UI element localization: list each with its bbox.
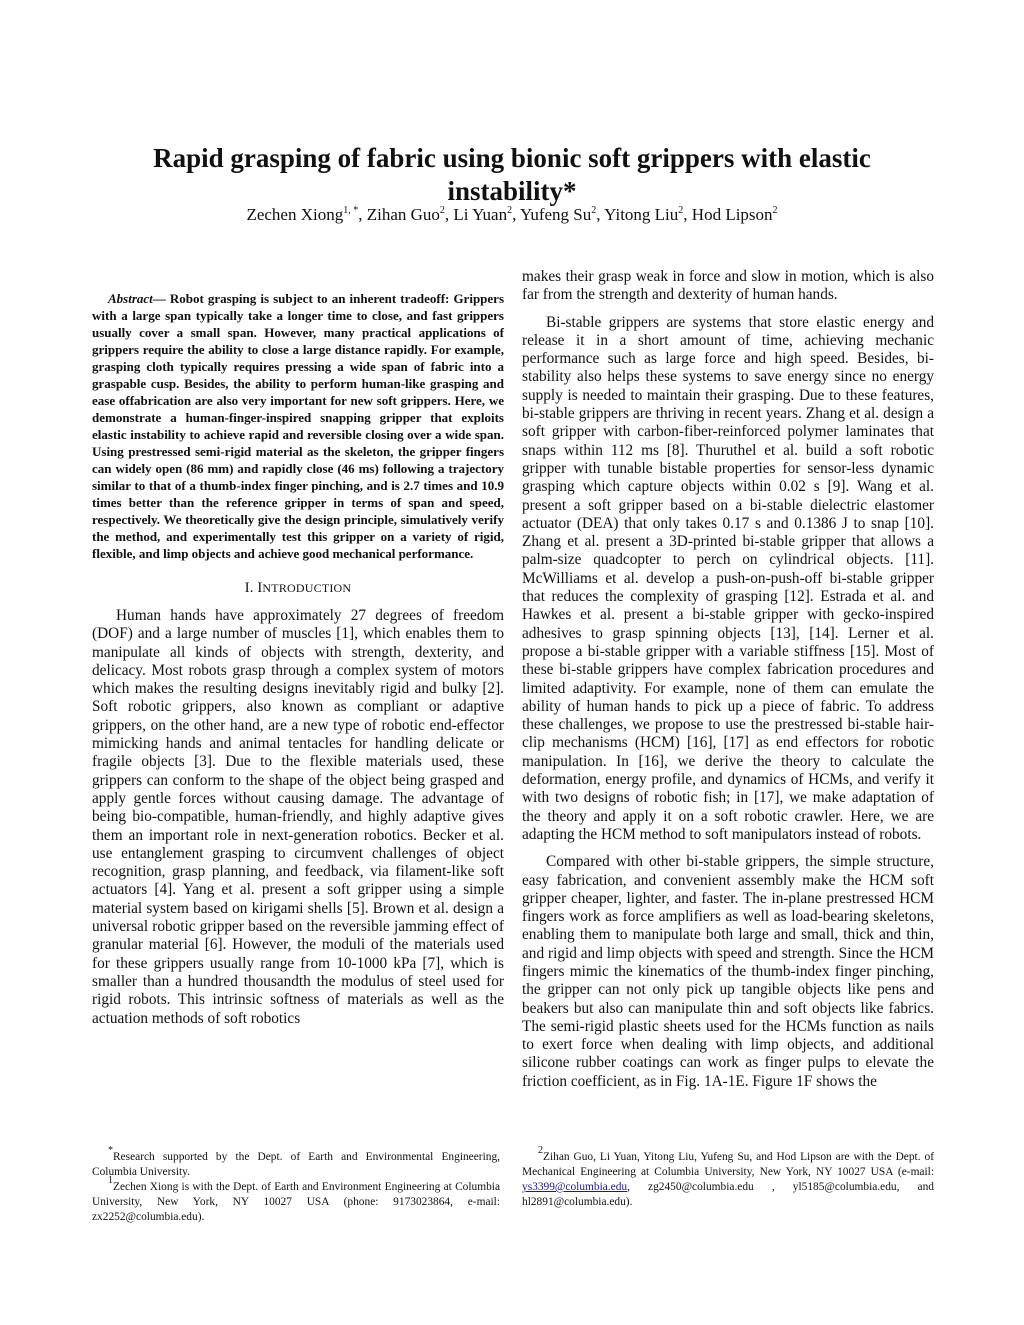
footnote-authors-2 [522, 1145, 934, 1210]
intro-paragraph-continued: makes their grasp weak in force and slow in motion, which is also far from the strength and dexterity of human hands. [522, 268, 934, 304]
author-separator: , [444, 205, 454, 224]
footnote-mark: 2 [538, 1145, 543, 1156]
section-number: I. [244, 580, 254, 596]
footnote-text: Research supported by the Dept. of Earth and Environmental Engineering, Columbia University. [92, 1151, 500, 1178]
author-affiliation-mark: 2 [591, 205, 597, 216]
author-name: Li Yuan [453, 205, 508, 224]
author-affiliation-mark: 2 [772, 205, 778, 216]
author-affiliation-mark: 2 [439, 205, 445, 216]
footnote-author-1 [92, 1175, 500, 1225]
section-title-first-letter: I [257, 580, 263, 596]
abstract-lead: Abstract [108, 291, 153, 306]
intro-paragraph-1: Human hands have approximately 27 degrees of freedom (DOF) and a large number of muscles [1], which enables them to manipulate all kinds of objects with strength, dexterity, and delicacy. Most robots grasp through a complex system of motors which makes the resulting designs inevitably rigid and bulky [2]. Soft robotic grippers, also known as compliant or adaptive grippers, on the other hand, are a new type of robotic end-effector mimicking hands and animal tentacles for handling delicate or fragile objects [3]. Due to the flexible materials used, these grippers can conform to the shape of the object being grasped and apply gentle forces without causing damage. The advantage of being bio-compatible, human-friendly, and highly adaptive gives them an important role in next-generation robotics. Becker et al. use entanglement grasping to circumvent challenges of object recognition, grasp planning, and feedback, via filament-like soft actuators [4]. Yang et al. present a soft gripper using a simple material system based on kirigami shells [5]. Brown et al. design a universal robotic gripper based on the reversible jamming effect of granular material [6]. However, the moduli of the materials used for these grippers usually range from 10-1000 kPa [7], which is smaller than a hundred thousandth the modulus of steel used for rigid robots. This intrinsic softness of materials as well as the actuation methods of soft robotics [92, 607, 504, 1027]
abstract-text: — Robot grasping is subject to an inherent tradeoff: Grippers with a large span typically take a longer time to close, and fast grippers usually cover a small span. However, many practical applications of grippers require the ability to close a large distance rapidly. For example, grasping cloth typically requires pressing a wide span of fabric into a graspable cusp. Besides, the ability to perform human-like grasping and ease offabrication are also very important for new soft grippers. Here, we demonstrate a human-finger-inspired snapping gripper that exploits elastic instability to achieve rapid and reversible closing over a wide span. Using prestressed semi-rigid material as the skeleton, the gripper fingers can widely open (86 mm) and rapidly close (46 ms) following a trajectory similar to that of a thumb-index finger pinching, and is 2.7 times and 10.9 times better than the reference gripper in terms of span and speed, respectively. We theoretically give the design principle, simulatively verify the method, and experimentally test this gripper on a variety of rigid, flexible, and limp objects and achieve good mechanical performance. [92, 291, 504, 561]
intro-paragraph-3: Compared with other bi-stable grippers, the simple structure, easy fabrication, and convenient assembly make the HCM soft gripper cheaper, lighter, and faster. The in-plane prestressed HCM fingers work as force amplifiers as well as load-bearing skeletons, enabling them to manipulate both large and small, thick and thin, and rigid and limp objects with speed and strength. Since the HCM fingers mimic the kinematics of the thumb-index finger pinching, the gripper can not only pick up tangible objects like pens and beakers but also can manipulate thin and soft objects like fabrics. The semi-rigid plastic sheets used for the HCMs function as nails to exert force when dealing with limp objects, and additional silicone rubber coatings can work as finger pulps to elevate the friction coefficient, as in Fig. 1A-1E. Figure 1F shows the [522, 853, 934, 1090]
footnote-text: Zihan Guo, Li Yuan, Yitong Liu, Yufeng Su, and Hod Lipson are with the Dept. of Mechanical Engineering at Columbia University, New York, NY 10027 USA (e-mail: [522, 1151, 934, 1178]
footnote-mark: * [108, 1145, 113, 1156]
intro-paragraph-2: Bi-stable grippers are systems that store elastic energy and release it in a short amount of time, achieving mechanic performance such as large force and high speed. Besides, bi-stability also helps these systems to save energy since no energy supply is needed to maintain their grasping. Due to these features, bi-stable grippers are thriving in recent years. Zhang et al. design a soft gripper with carbon-fiber-reinforced polymer laminates that snaps within 112 ms [8]. Thuruthel et al. build a soft robotic gripper with tunable bistable properties for sensor-less dynamic grasping which capture objects within 0.02 s [9]. Wang et al. present a soft gripper based on a bi-stable dielectric elastomer actuator (DEA) that only takes 0.17 s and 0.1386 J to snap [10]. Zhang et al. present a 3D-printed bi-stable gripper that allows a palm-size quadcopter to perch on cylindrical objects. [11]. McWilliams et al. develop a push-on-push-off bi-stable gripper that reduces the complexity of grasping [12]. Estrada et al. and Hawkes et al. present a bi-stable gripper with gecko-inspired adhesives to grasp spinning objects [13], [14]. Lerner et al. propose a bi-stable gripper with a variable stiffness [15]. Most of these bi-stable grippers have complex fabrication procedures and limited adaptivity. For example, none of them can emulate the ability of human hands to pick up a piece of fabric. To address these challenges, we propose to use the prestressed bi-stable hair-clip mechanisms (HCM) [16], [17] as end effectors for robotic manipulation. In [16], we derive the theory to calculate the deformation, energy profile, and dynamics of HCMs, and verify it with two designs of robotic fish; in [17], we make adaptation of the theory and apply it on a soft robotic crawler. Here, we are adapting the HCM method to soft manipulators instead of robots. [522, 313, 934, 843]
right-column [522, 268, 934, 1091]
author-separator: , [358, 205, 367, 224]
section-title-rest: NTRODUCTION [262, 581, 352, 595]
footnotes-left [92, 1145, 500, 1225]
footnote-mark: 1 [108, 1175, 113, 1186]
footnote-text: Zechen Xiong is with the Dept. of Earth and Environment Engineering at Columbia University, New York, NY 10027 USA (phone: 9173023864, e-mail: zx2252@columbia.edu). [92, 1181, 500, 1223]
author-affiliation-mark: 1, * [343, 205, 359, 216]
author-affiliation-mark: 2 [678, 205, 684, 216]
author-name: Yufeng Su [519, 205, 592, 224]
footnotes-right [522, 1145, 934, 1210]
paper-title: Rapid grasping of fabric using bionic soft grippers with elastic instability* [153, 143, 871, 206]
footnote-text-end: , zg2450@columbia.edu , yl5185@columbia.edu, and hl2891@columbia.edu). [522, 1181, 934, 1208]
author-separator: , [683, 205, 692, 224]
footnote-funding [92, 1145, 500, 1180]
email-link[interactable]: ys3399@columbia.edu [522, 1181, 628, 1193]
author-separator: , [512, 205, 520, 224]
author-separator: , [596, 205, 605, 224]
left-column [92, 268, 504, 1028]
author-name: Zechen Xiong [246, 205, 344, 224]
author-list [130, 204, 894, 226]
abstract [92, 290, 504, 562]
section-heading-introduction [92, 580, 504, 597]
author-name: Zihan Guo [366, 205, 440, 224]
author-affiliation-mark: 2 [507, 205, 513, 216]
author-name: Hod Lipson [691, 205, 773, 224]
author-name: Yitong Liu [604, 205, 679, 224]
